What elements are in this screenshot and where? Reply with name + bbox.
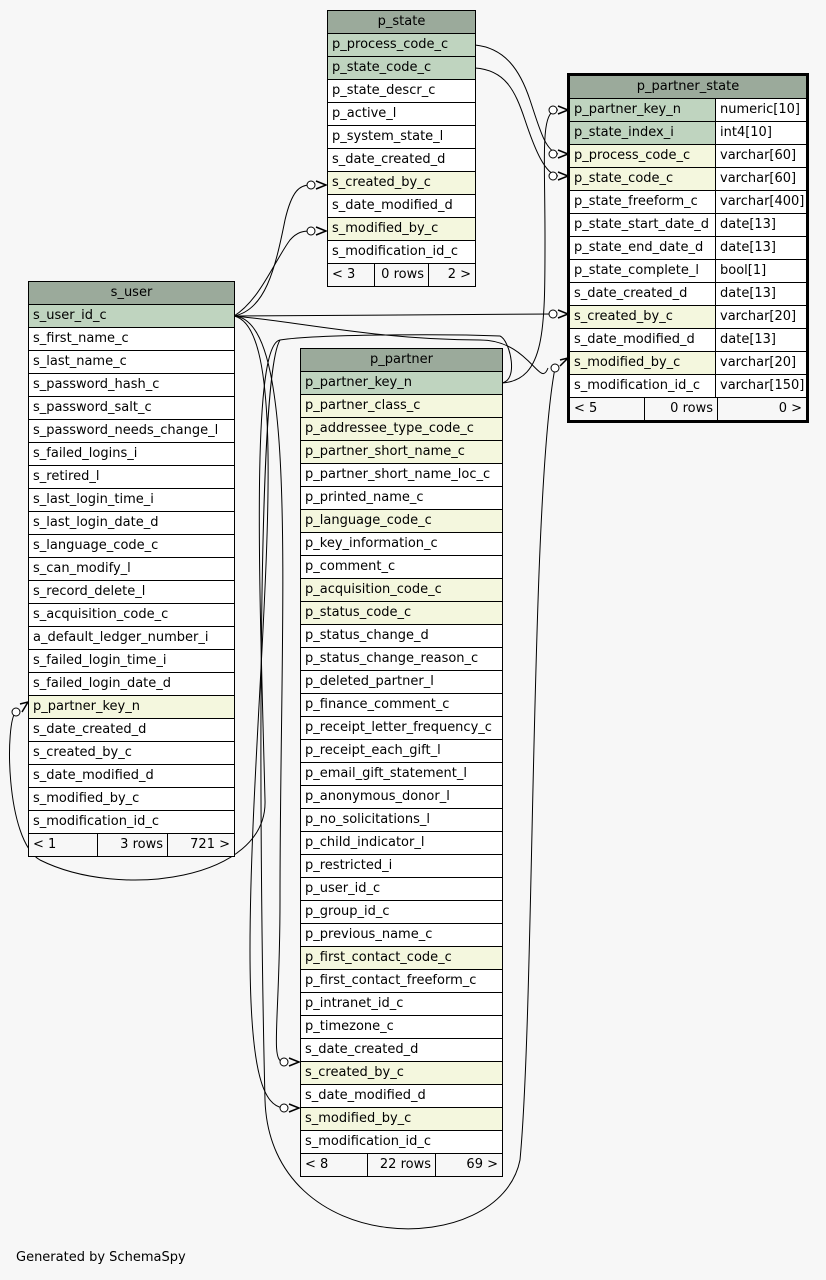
column-name: s_modified_by_c <box>332 221 439 236</box>
column-name: p_deleted_partner_l <box>305 674 434 689</box>
column-name: p_state_index_i <box>574 125 674 140</box>
column-name: a_default_ledger_number_i <box>33 630 209 645</box>
column-name: p_first_contact_code_c <box>305 950 452 965</box>
column-name: p_child_indicator_l <box>305 835 425 850</box>
column-name: p_printed_name_c <box>305 490 424 505</box>
column-name: s_date_modified_d <box>574 332 695 347</box>
crowfoot <box>316 227 326 235</box>
column-row[interactable] <box>301 694 502 717</box>
table-title[interactable]: p_partner_state <box>570 76 806 99</box>
column-list <box>301 372 502 1154</box>
column-name: p_partner_short_name_c <box>305 444 465 459</box>
column-row[interactable] <box>301 510 502 533</box>
column-row[interactable] <box>29 558 234 581</box>
column-row[interactable] <box>328 80 475 103</box>
column-row[interactable] <box>570 122 806 145</box>
table-title[interactable]: p_partner <box>301 349 502 372</box>
column-name: s_modification_id_c <box>332 244 458 259</box>
column-row[interactable] <box>301 740 502 763</box>
column-name: s_last_login_date_d <box>33 515 159 530</box>
column-name: s_date_created_d <box>33 722 147 737</box>
column-type: varchar[400] <box>715 191 806 213</box>
column-list <box>29 305 234 834</box>
column-name: p_no_solicitations_l <box>305 812 431 827</box>
column-name: s_modification_id_c <box>574 378 700 393</box>
column-name: s_created_by_c <box>332 175 431 190</box>
crowfoot <box>289 1058 299 1066</box>
column-row[interactable] <box>570 191 806 214</box>
column-name: p_status_change_reason_c <box>305 651 479 666</box>
column-row[interactable] <box>301 763 502 786</box>
column-type: varchar[60] <box>715 168 806 190</box>
column-row[interactable] <box>301 717 502 740</box>
column-name: p_process_code_c <box>574 148 691 163</box>
column-name: s_first_name_c <box>33 331 129 346</box>
column-row[interactable] <box>301 970 502 993</box>
column-row[interactable] <box>328 149 475 172</box>
column-row[interactable] <box>328 241 475 264</box>
column-name: s_failed_login_time_i <box>33 653 167 668</box>
children-count[interactable]: 721 > <box>190 837 230 852</box>
column-row[interactable] <box>328 57 475 80</box>
link-process-code <box>475 45 558 154</box>
column-type: date[13] <box>715 214 806 236</box>
table-p-state[interactable] <box>327 10 476 287</box>
column-row[interactable] <box>328 218 475 241</box>
column-row[interactable] <box>301 418 502 441</box>
column-name: p_state_descr_c <box>332 83 436 98</box>
parents-count[interactable]: < 5 <box>570 398 645 420</box>
table-title[interactable]: p_state <box>328 11 475 34</box>
column-name: s_failed_logins_i <box>33 446 138 461</box>
column-row[interactable] <box>29 489 234 512</box>
column-name: p_acquisition_code_c <box>305 582 442 597</box>
column-row[interactable] <box>301 1039 502 1062</box>
column-list <box>328 34 475 264</box>
column-name: s_date_created_d <box>332 152 446 167</box>
column-row[interactable] <box>328 103 475 126</box>
column-name: p_key_information_c <box>305 536 438 551</box>
link-pp-created <box>234 316 283 1062</box>
column-name: p_language_code_c <box>305 513 432 528</box>
column-row[interactable] <box>29 673 234 696</box>
column-row[interactable] <box>301 1085 502 1108</box>
column-row[interactable] <box>301 1016 502 1039</box>
link-end-circle <box>549 310 557 318</box>
link-end-circle <box>549 150 557 158</box>
column-row[interactable] <box>301 372 502 395</box>
column-row[interactable] <box>301 947 502 970</box>
column-row[interactable] <box>301 878 502 901</box>
column-name: s_date_modified_d <box>305 1088 426 1103</box>
column-type: int4[10] <box>715 122 806 144</box>
column-name: p_anonymous_donor_l <box>305 789 450 804</box>
column-row[interactable] <box>570 375 806 398</box>
table-p-partner-state[interactable] <box>567 73 809 423</box>
crowfoot <box>316 181 326 189</box>
column-type: varchar[20] <box>715 306 806 328</box>
column-row[interactable] <box>301 855 502 878</box>
column-name: s_date_modified_d <box>332 198 453 213</box>
column-row[interactable] <box>29 420 234 443</box>
column-name: s_retired_l <box>33 469 100 484</box>
column-row[interactable] <box>301 464 502 487</box>
column-name: p_active_l <box>332 106 397 121</box>
link-ps-modified <box>234 231 310 316</box>
column-name: p_partner_key_n <box>574 102 681 117</box>
column-type: varchar[20] <box>715 352 806 374</box>
column-name: p_state_freeform_c <box>574 194 698 209</box>
column-name: p_intranet_id_c <box>305 996 404 1011</box>
column-row[interactable] <box>29 374 234 397</box>
column-name: p_partner_short_name_loc_c <box>305 467 491 482</box>
column-row[interactable] <box>301 671 502 694</box>
column-name: s_user_id_c <box>33 308 107 323</box>
column-name: p_partner_key_n <box>305 375 412 390</box>
column-type: bool[1] <box>715 260 806 282</box>
column-name: p_first_contact_freeform_c <box>305 973 477 988</box>
column-row[interactable] <box>301 533 502 556</box>
column-row[interactable] <box>301 1108 502 1131</box>
row-count: 0 rows <box>645 398 718 420</box>
column-name: p_state_start_date_d <box>574 217 710 232</box>
link-end-circle <box>307 227 315 235</box>
table-footer <box>301 1154 502 1176</box>
children-count[interactable]: 69 > <box>466 1157 498 1172</box>
column-name: s_created_by_c <box>33 745 132 760</box>
link-end-circle <box>549 172 557 180</box>
column-name: s_modified_by_c <box>305 1111 412 1126</box>
column-name: s_record_delete_l <box>33 584 146 599</box>
column-name: s_password_needs_change_l <box>33 423 219 438</box>
children-count[interactable]: 2 > <box>447 267 471 282</box>
column-list <box>570 99 806 398</box>
column-row[interactable] <box>301 809 502 832</box>
column-row[interactable] <box>570 145 806 168</box>
column-name: p_state_code_c <box>332 60 432 75</box>
link-end-circle <box>280 1058 288 1066</box>
link-state-code <box>475 68 558 176</box>
column-row[interactable] <box>29 696 234 719</box>
table-s-user[interactable] <box>28 281 235 857</box>
column-name: s_can_modify_l <box>33 561 131 576</box>
column-name: p_addressee_type_code_c <box>305 421 474 436</box>
row-count: 3 rows <box>98 834 168 856</box>
column-row[interactable] <box>29 811 234 834</box>
crowfoot <box>20 702 28 712</box>
column-row[interactable] <box>301 556 502 579</box>
column-name: s_failed_login_date_d <box>33 676 172 691</box>
column-type: varchar[60] <box>715 145 806 167</box>
link-end-circle <box>12 708 20 716</box>
column-row[interactable] <box>328 172 475 195</box>
link-end-circle <box>549 106 557 114</box>
column-row[interactable] <box>29 512 234 535</box>
column-type: numeric[10] <box>715 99 806 121</box>
crowfoot <box>289 1104 299 1112</box>
column-row[interactable] <box>301 579 502 602</box>
column-row[interactable] <box>328 126 475 149</box>
column-row[interactable] <box>29 650 234 673</box>
column-row[interactable] <box>29 535 234 558</box>
table-footer <box>570 398 806 420</box>
table-p-partner[interactable] <box>300 348 503 1177</box>
column-row[interactable] <box>328 34 475 57</box>
column-row[interactable] <box>29 742 234 765</box>
column-row[interactable] <box>570 214 806 237</box>
column-type: date[13] <box>715 237 806 259</box>
column-row[interactable] <box>29 581 234 604</box>
column-row[interactable] <box>29 443 234 466</box>
generated-by-label: Generated by SchemaSpy <box>16 1250 186 1265</box>
column-name: p_previous_name_c <box>305 927 433 942</box>
column-name: p_state_end_date_d <box>574 240 704 255</box>
column-name: p_receipt_letter_frequency_c <box>305 720 492 735</box>
column-row[interactable] <box>570 168 806 191</box>
column-row[interactable] <box>301 901 502 924</box>
column-row[interactable] <box>29 627 234 650</box>
column-row[interactable] <box>29 328 234 351</box>
column-row[interactable] <box>301 487 502 510</box>
column-row[interactable] <box>301 648 502 671</box>
column-name: p_state_code_c <box>574 171 674 186</box>
row-count: 0 rows <box>375 264 429 286</box>
table-title[interactable]: s_user <box>29 282 234 305</box>
column-name: s_password_salt_c <box>33 400 152 415</box>
link-partner-key <box>502 110 558 383</box>
column-row[interactable] <box>29 466 234 489</box>
column-name: p_system_state_l <box>332 129 444 144</box>
column-name: p_timezone_c <box>305 1019 394 1034</box>
column-name: p_restricted_i <box>305 858 393 873</box>
table-footer <box>328 264 475 286</box>
column-type: date[13] <box>715 329 806 351</box>
column-name: s_modified_by_c <box>33 791 140 806</box>
column-name: s_modification_id_c <box>33 814 159 829</box>
row-count: 22 rows <box>368 1154 436 1176</box>
column-name: p_process_code_c <box>332 37 449 52</box>
link-end-circle <box>307 181 315 189</box>
link-pps-created <box>234 314 553 316</box>
column-row[interactable] <box>570 283 806 306</box>
children-count[interactable]: 0 > <box>778 401 802 416</box>
column-name: s_modification_id_c <box>305 1134 431 1149</box>
column-name: p_email_gift_statement_l <box>305 766 467 781</box>
link-ps-created <box>234 185 310 316</box>
column-name: s_date_created_d <box>305 1042 419 1057</box>
column-row[interactable] <box>301 832 502 855</box>
column-name: p_group_id_c <box>305 904 390 919</box>
column-row[interactable] <box>570 237 806 260</box>
column-name: s_created_by_c <box>574 309 673 324</box>
column-row[interactable] <box>29 719 234 742</box>
column-name: p_user_id_c <box>305 881 381 896</box>
column-type: varchar[150] <box>715 375 806 397</box>
column-name: p_comment_c <box>305 559 396 574</box>
column-name: s_language_code_c <box>33 538 159 553</box>
column-name: s_last_login_time_i <box>33 492 154 507</box>
link-pp-modified <box>234 316 283 1108</box>
column-name: s_created_by_c <box>305 1065 404 1080</box>
column-row[interactable] <box>570 306 806 329</box>
column-name: s_last_name_c <box>33 354 127 369</box>
column-type: date[13] <box>715 283 806 305</box>
column-row[interactable] <box>570 329 806 352</box>
column-row[interactable] <box>29 351 234 374</box>
column-name: p_receipt_each_gift_l <box>305 743 441 758</box>
column-name: p_status_change_d <box>305 628 429 643</box>
column-name: p_partner_key_n <box>33 699 140 714</box>
column-name: p_finance_comment_c <box>305 697 450 712</box>
column-row[interactable] <box>29 765 234 788</box>
parents-count[interactable]: < 8 <box>301 1154 368 1176</box>
column-row[interactable] <box>570 352 806 375</box>
column-name: s_date_modified_d <box>33 768 154 783</box>
column-name: p_status_code_c <box>305 605 412 620</box>
table-footer <box>29 834 234 856</box>
column-row[interactable] <box>301 441 502 464</box>
column-row[interactable] <box>301 993 502 1016</box>
column-row[interactable] <box>301 1062 502 1085</box>
column-name: s_password_hash_c <box>33 377 160 392</box>
parents-count[interactable]: < 3 <box>328 264 375 286</box>
column-name: s_date_created_d <box>574 286 688 301</box>
column-row[interactable] <box>301 924 502 947</box>
link-end-circle <box>551 364 559 372</box>
column-row[interactable] <box>29 604 234 627</box>
column-row[interactable] <box>328 195 475 218</box>
column-name: p_state_complete_l <box>574 263 700 278</box>
column-name: s_acquisition_code_c <box>33 607 169 622</box>
column-name: s_modified_by_c <box>574 355 681 370</box>
column-row[interactable] <box>301 625 502 648</box>
column-row[interactable] <box>29 397 234 420</box>
parents-count[interactable]: < 1 <box>29 834 98 856</box>
column-row[interactable] <box>570 260 806 283</box>
column-row[interactable] <box>301 395 502 418</box>
column-row[interactable] <box>301 1131 502 1154</box>
column-row[interactable] <box>29 788 234 811</box>
column-row[interactable] <box>29 305 234 328</box>
column-row[interactable] <box>301 786 502 809</box>
link-end-circle <box>280 1104 288 1112</box>
column-row[interactable] <box>570 99 806 122</box>
column-row[interactable] <box>301 602 502 625</box>
column-name: p_partner_class_c <box>305 398 421 413</box>
